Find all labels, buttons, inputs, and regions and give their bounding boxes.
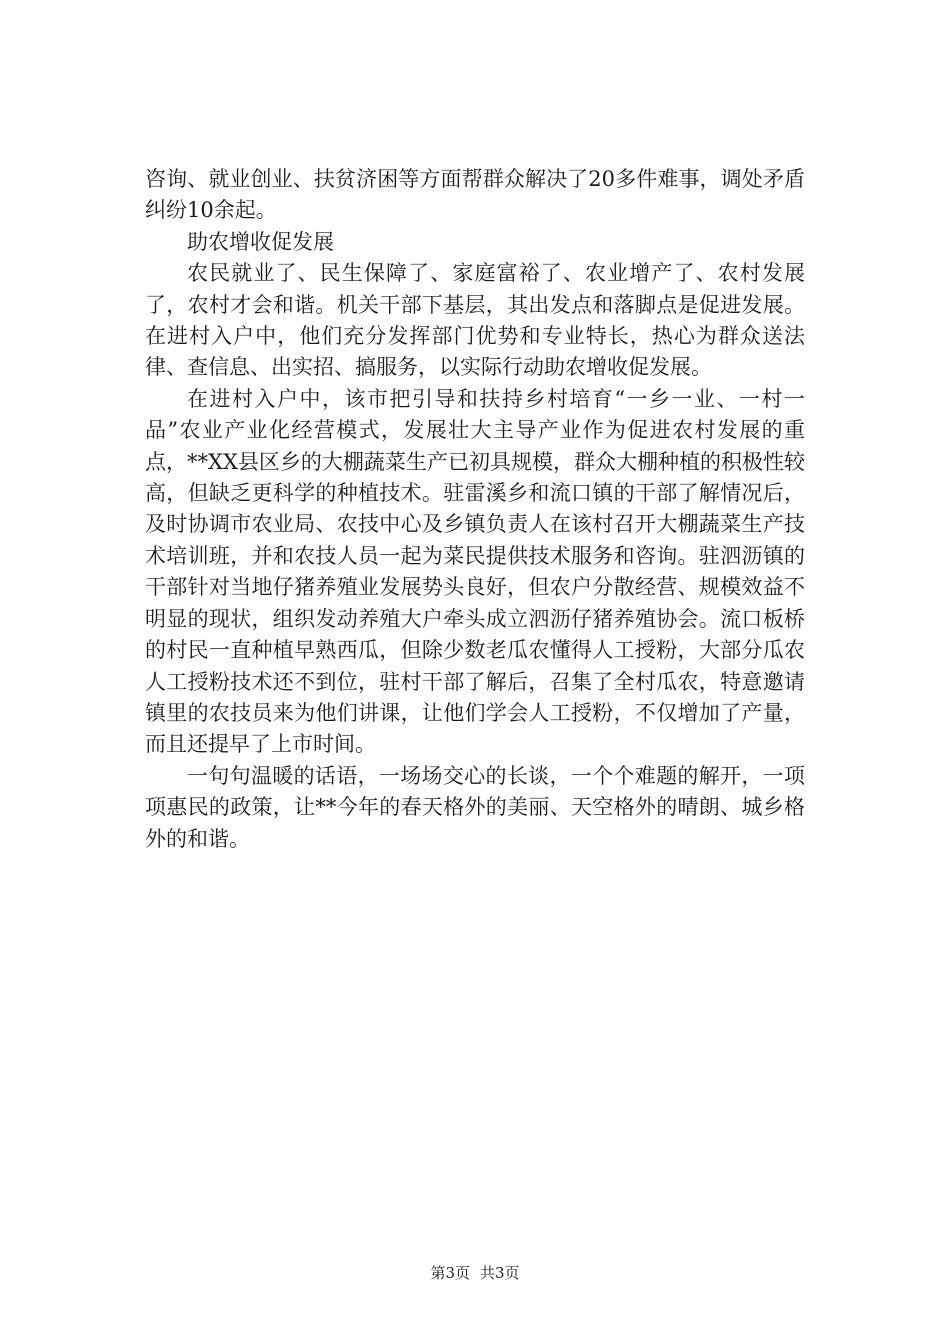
paragraph-continuation: 咨询、就业创业、扶贫济困等方面帮群众解决了20多件难事，调处矛盾纠纷10余起。 xyxy=(145,167,805,223)
page-footer xyxy=(0,1262,950,1283)
page-number: 第3页 xyxy=(430,1264,470,1282)
paragraph: 一句句温暖的话语，一场场交心的长谈，一个个难题的解开，一项项惠民的政策，让**今年的春天格外的美丽、天空格外的晴朗、城乡格外的和谐。 xyxy=(145,763,805,851)
page-total: 共3页 xyxy=(480,1264,520,1282)
section-heading: 助农增收促发展 xyxy=(187,229,334,254)
paragraph: 农民就业了、民生保障了、家庭富裕了、农业增产了、农村发展了，农村才会和谐。机关干部下基层，其出发点和落脚点是促进发展。在进村入户中，他们充分发挥部门优势和专业特长，热心为群众送法律、查信息、出实招、搞服务，以实际行动助农增收促发展。 xyxy=(145,261,805,380)
document-body xyxy=(145,164,805,855)
paragraph: 在进村入户中，该市把引导和扶持乡村培育“一乡一业、一村一品”农业产业化经营模式，发展壮大主导产业作为促进农村发展的重点，**XX县区乡的大棚蔬菜生产已初具规模，群众大棚种植的积极性较高，但缺乏更科学的种植技术。驻雷溪乡和流口镇的干部了解情况后，及时协调市农业局、农技中心及乡镇负责人在该村召开大棚蔬菜生产技术培训班，并和农技人员一起为菜民提供技术服务和咨询。驻泗沥镇的干部针对当地仔猪养殖业发展势头良好，但农户分散经营、规模效益不明显的现状，组织发动养殖大户牵头成立泗沥仔猪养殖协会。流口板桥的村民一直种植早熟西瓜，但除少数老瓜农懂得人工授粉，大部分瓜农人工授粉技术还不到位，驻村干部了解后，召集了全村瓜农，特意邀请镇里的农技员来为他们讲课，让他们学会人工授粉，不仅增加了产量，而且还提早了上市时间。 xyxy=(145,386,805,757)
